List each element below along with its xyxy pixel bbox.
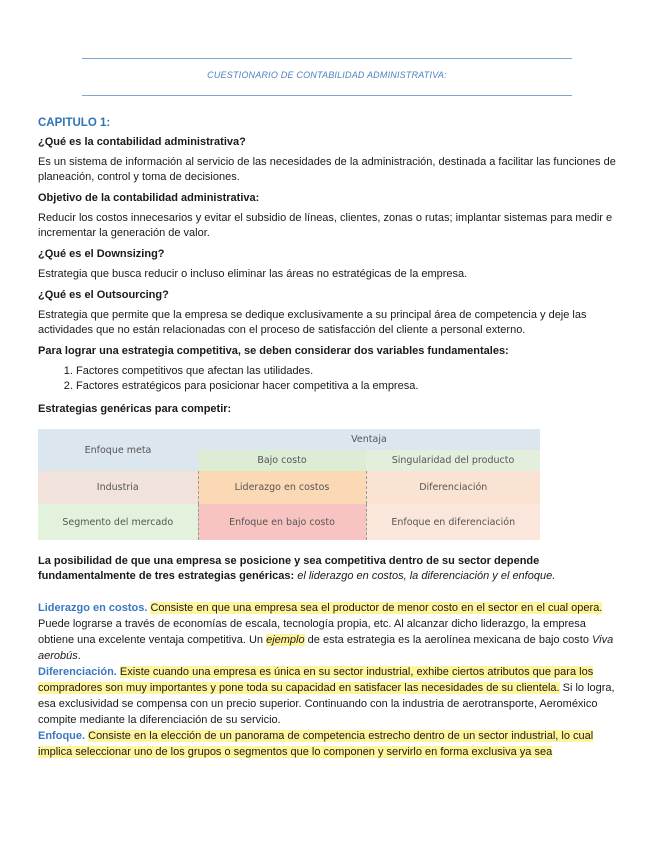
list-item: 2. Factores estratégicos para posicionar hacer competitiva a la empresa. <box>76 379 618 394</box>
cell-industria: Industria <box>38 471 198 504</box>
answer-text: Es un sistema de información al servicio de las necesidades de la administración, destinada a facilitar las funciones de planeación, control y toma de decisiones. <box>38 156 616 183</box>
answer-text: Reducir los costos innecesarios y evitar el subsidio de líneas, clientes, zonas o rutas; implantar sistemas para medir e incrementar la generación de valor. <box>38 212 613 239</box>
enfoque-highlight: Consiste en la elección de un panorama de competencia estrecho dentro de un sector industrial, lo cual implica seleccionar uno de los grupos o segmentos que lo componen y servirlo en forma exclusiva ya sea <box>38 730 594 758</box>
diferenciacion-text: Si lo logra, esa exclusividad se compensa con un precio superior. Continuando con la industria de aerotransporte, Aeroméxico compite mediante la diferenciación de su servicio. <box>38 682 615 726</box>
strategies-table <box>38 429 540 540</box>
summary-italic: el liderazgo en costos, la diferenciación y el enfoque. <box>294 570 556 582</box>
cell-enfoque-meta: Enfoque meta <box>38 429 198 471</box>
answer-text: Estrategia que busca reducir o incluso eliminar las áreas no estratégicas de la empresa. <box>38 268 468 280</box>
variables-list <box>38 364 618 394</box>
chapter-heading: CAPITULO 1: <box>38 117 111 129</box>
cell-diferenciacion: Diferenciación <box>366 471 540 504</box>
document-body <box>38 116 618 760</box>
liderazgo-text: Puede lograrse a través de economías de escala, tecnología propia, etc. Al alcanzar dicho liderazgo, la empresa obtiene una excelente ventaja competitiva. Un <box>38 618 586 646</box>
question-heading: ¿Qué es el Outsourcing? <box>38 289 169 301</box>
liderazgo-text-2: de esta estrategia es la aerolínea mexicana de bajo costo <box>304 634 593 646</box>
list-item: 1. Factores competitivos que afectan las utilidades. <box>76 364 618 379</box>
diferenciacion-term: Diferenciación. <box>38 666 117 678</box>
summary-bold: La posibilidad de que una empresa se posicione y sea competitiva dentro de su sector depende fundamentalmente de tres estrategias genéricas: <box>38 555 540 582</box>
diferenciacion-highlight: Existe cuando una empresa es única en su sector industrial, exhibe ciertos atributos que para los compradores son muy importantes y pone toda su capacidad en satisfacer las necesidades de su clientela. <box>38 666 594 694</box>
document-header-title: CUESTIONARIO DE CONTABILIDAD ADMINISTRATIVA: <box>207 70 447 80</box>
liderazgo-paragraph <box>38 600 618 664</box>
ejemplo-highlight: ejemplo <box>266 634 305 646</box>
variables-heading: Para lograr una estrategia competitiva, se deben considerar dos variables fundamentales: <box>38 345 509 357</box>
summary-paragraph <box>38 554 618 584</box>
liderazgo-end: . <box>77 650 81 662</box>
cell-enfoque-diferenciacion: Enfoque en diferenciación <box>366 504 540 540</box>
strategies-heading: Estrategias genéricas para competir: <box>38 403 232 415</box>
cell-enfoque-bajo-costo: Enfoque en bajo costo <box>198 504 366 540</box>
question-heading: Objetivo de la contabilidad administrativa: <box>38 192 260 204</box>
enfoque-paragraph <box>38 728 618 760</box>
header-rule-top <box>82 58 572 59</box>
answer-text: Estrategia que permite que la empresa se dedique exclusivamente a su principal área de competencia y deje las actividades que no están relacionadas con el proceso de satisfacción del cliente a personal externo. <box>38 309 587 336</box>
cell-bajo-costo: Bajo costo <box>198 450 366 471</box>
cell-segmento: Segmento del mercado <box>38 504 198 540</box>
viva-aerobus: Viva aerobús <box>38 634 614 662</box>
liderazgo-highlight: Consiste en que una empresa sea el productor de menor costo en el sector en el cual opera. <box>150 602 603 614</box>
cell-liderazgo: Liderazgo en costos <box>198 471 366 504</box>
liderazgo-term: Liderazgo en costos. <box>38 602 148 614</box>
cell-singularidad: Singularidad del producto <box>366 450 540 471</box>
diferenciacion-paragraph <box>38 664 618 728</box>
question-heading: ¿Qué es la contabilidad administrativa? <box>38 136 246 148</box>
cell-ventaja: Ventaja <box>198 429 540 450</box>
header-rule-bottom <box>82 95 572 96</box>
question-heading: ¿Qué es el Downsizing? <box>38 248 165 260</box>
enfoque-term: Enfoque. <box>38 730 86 742</box>
